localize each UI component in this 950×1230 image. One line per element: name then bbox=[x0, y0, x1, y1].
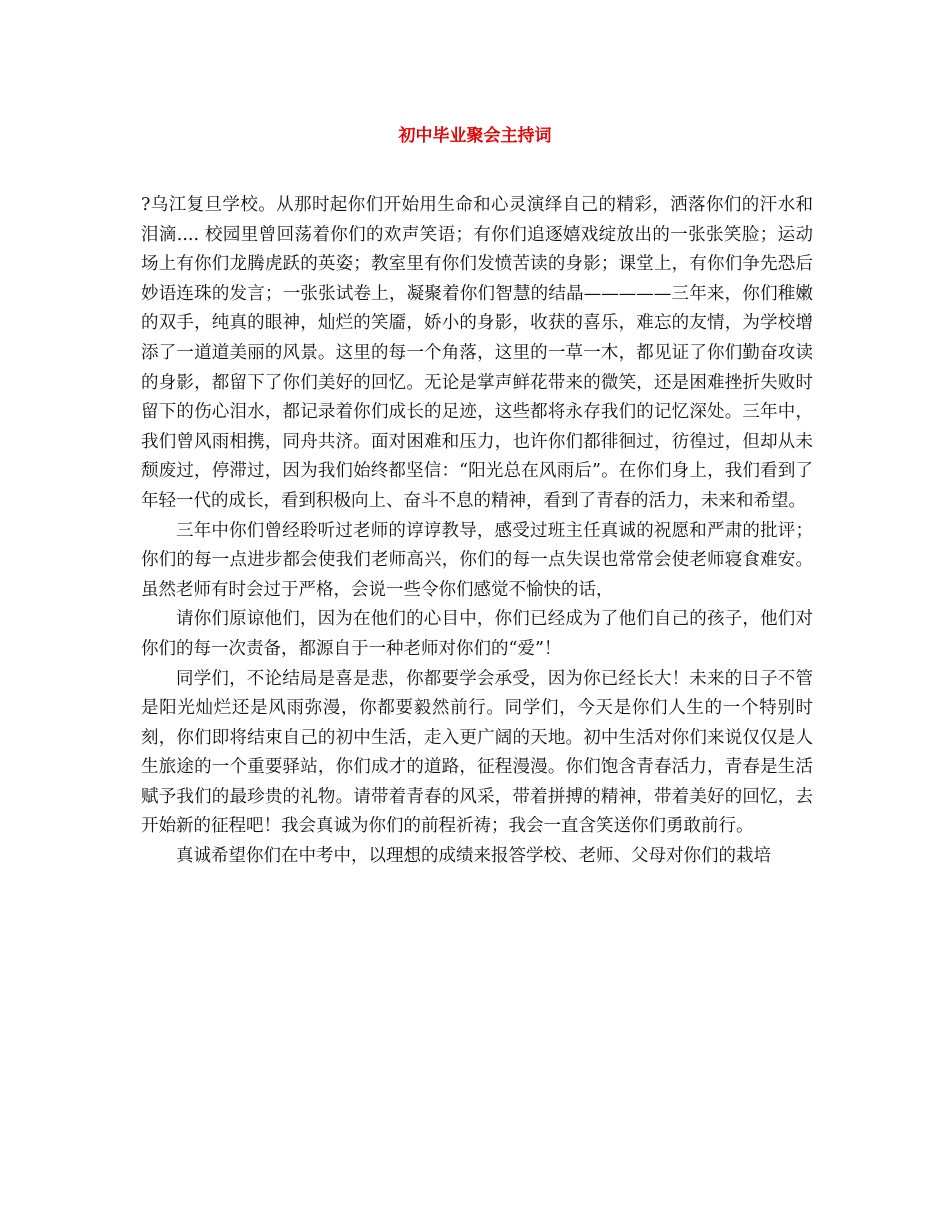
paragraph-3: 请你们原谅他们，因为在他们的心目中，你们已经成为了他们自己的孩子，他们对你们的每一次责备，都源自于一种老师对你们的“爱”！ bbox=[141, 609, 813, 659]
document-title: 初中毕业聚会主持词 bbox=[398, 126, 552, 146]
paragraph-4: 同学们，不论结局是喜是悲，你都要学会承受，因为你已经长大！未来的日子不管是阳光灿烂还是风雨弥漫，你都要毅然前行。同学们，今天是你们人生的一个特别时刻，你们即将结束自己的初中生活，走入更广阔的天地。初中生活对你们来说仅仅是人生旅途的一个重要驿站，你们成才的道路，征程漫漫。你们饱含青春活力，青春是生活赋予我们的最珍贵的礼物。请带着青春的风采，带着拼搏的精神，带着美好的回忆，去开始新的征程吧！我会真诚为你们的前程祈祷；我会一直含笑送你们勇敢前行。 bbox=[141, 668, 813, 837]
paragraph-1: ?乌江复旦学校。从那时起你们开始用生命和心灵演绎自己的精彩，洒落你们的汗水和泪滴.... 校园里曾回荡着你们的欢声笑语；有你们追逐嬉戏绽放出的一张张笑脸；运动场上有你们龙腾虎跃的英姿；教室里有你们发愤苦读的身影；课堂上，有你们争先恐后妙语连珠的发言；一张张试卷上，凝聚着你们智慧的结晶—————三年来，你们稚嫩的双手，纯真的眼神，灿烂的笑靥，娇小的身影，收获的喜乐，难忘的友情，为学校增添了一道道美丽的风景。这里的每一个角落，这里的一草一木，都见证了你们勤奋攻读的身影，都留下了你们美好的回忆。无论是掌声鲜花带来的微笑，还是困难挫折失败时留下的伤心泪水，都记录着你们成长的足迹，这些都将永存我们的记忆深处。三年中，我们曾风雨相携，同舟共济。面对困难和压力，也许你们都徘徊过，彷徨过，但却从未颓废过，停滞过，因为我们始终都坚信：“阳光总在风雨后”。在你们身上，我们看到了年轻一代的成长，看到积极向上、奋斗不息的精神，看到了青春的活力，未来和希望。 bbox=[141, 195, 813, 511]
document-body bbox=[141, 191, 813, 872]
paragraph-2: 三年中你们曾经聆听过老师的谆谆教导，感受过班主任真诚的祝愿和严肃的批评；你们的每一点进步都会使我们老师高兴，你们的每一点失误也常常会使老师寝食难安。虽然老师有时会过于严格，会说一些令你们感觉不愉快的话， bbox=[141, 520, 813, 600]
paragraph-5: 真诚希望你们在中考中，以理想的成绩来报答学校、老师、父母对你们的栽培 bbox=[176, 846, 771, 867]
